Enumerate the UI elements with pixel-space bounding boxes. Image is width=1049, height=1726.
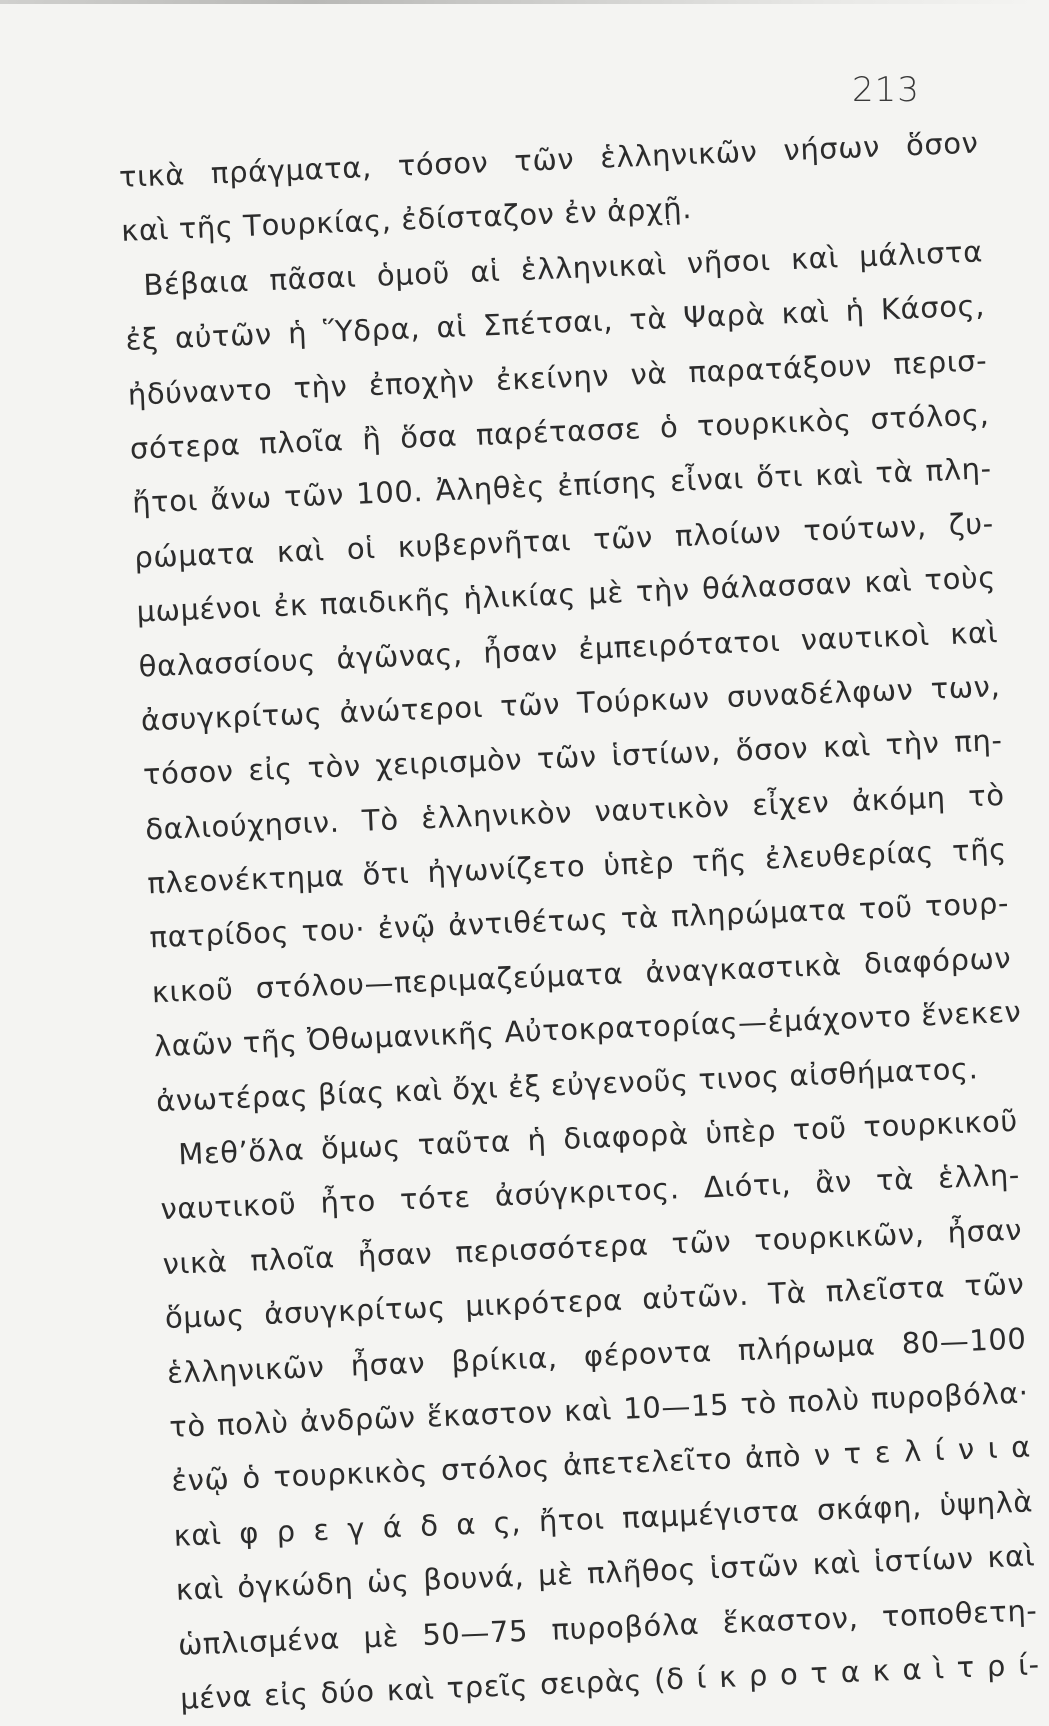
text-line: κικοῦ στόλου—περιμαζεύματα ἀναγκαστικὰ διαφόρων	[151, 940, 1012, 1010]
page-number: 213	[852, 70, 920, 110]
text-line: μωμένοι ἐκ παιδικῆς ἡλικίας μὲ τὴν θάλασσαν καὶ τοὺς	[135, 560, 997, 629]
text-line: μένα εἰς δύο καὶ τρεῖς σειρὰς (δ ί κ ρ ο τ α κ α ὶ τ ρ ί-	[179, 1647, 1041, 1716]
text-line: καὶ φ ρ ε γ ά δ α ς, ἤτοι παμμέγιστα σκάφη, ὑψηλὰ	[172, 1484, 1034, 1553]
body-text	[118, 115, 1041, 1726]
text-line: τικὰ πράγματα, τόσον τῶν ἑλληνικῶν νήσων ὅσον	[118, 125, 980, 194]
text-line: δαλιούχησιν. Τὸ ἑλληνικὸν ναυτικὸν εἶχεν ἀκόμη τὸ	[144, 777, 1006, 847]
text-line: ὅμως ἀσυγκρίτως μικρότερα αὐτῶν. Τὰ πλεῖστα τῶν	[164, 1266, 1025, 1336]
text-line: ἑλληνικῶν ἦσαν βρίκια, φέροντα πλήρωμα 80—100	[166, 1321, 1028, 1390]
text-line: καὶ ὀγκώδη ὡς βουνά, μὲ πλῆθος ἱστῶν καὶ ἱστίων καὶ	[175, 1538, 1036, 1607]
text-line: πλεονέκτημα ὅτι ἠγωνίζετο ὑπὲρ τῆς ἐλευθερίας τῆς	[146, 831, 1008, 901]
text-line: ἠδύναντο τὴν ἐποχὴν ἐκείνην νὰ παρατάξουν περισ-	[127, 342, 988, 412]
text-line: ρώματα καὶ οἱ κυβερνῆται τῶν πλοίων τούτων, ζυ-	[133, 505, 995, 575]
scan-edge-shadow	[0, 0, 1037, 4]
text-line: ὡπλισμένα μὲ 50—75 πυροβόλα ἕκαστον, τοποθετη-	[177, 1592, 1039, 1662]
text-line: ἐνῷ ὁ τουρκικὸς στόλος ἀπετελεῖτο ἀπὸ ν τ ε λ ί ν ι α	[170, 1429, 1032, 1499]
text-line: ναυτικοῦ ἦτο τότε ἀσύγκριτος. Διότι, ἂν τὰ ἑλλη-	[159, 1158, 1021, 1227]
text-line: λαῶν τῆς Ὀθωμανικῆς Αὐτοκρατορίας—ἐμάχοντο ἕνεκεν	[153, 994, 1022, 1064]
text-line: Μεθ’ὅλα ὅμως ταῦτα ἡ διαφορὰ ὑπὲρ τοῦ τουρκικοῦ	[177, 1103, 1019, 1172]
text-line: ἀσυγκρίτως ἀνώτεροι τῶν Τούρκων συναδέλφων των,	[140, 668, 1001, 738]
text-line: πατρίδος του· ἐνῷ ἀντιθέτως τὰ πληρώματα τοῦ τουρ-	[148, 886, 1010, 955]
text-line: σότερα πλοῖα ἢ ὅσα παρέτασσε ὁ τουρκικὸς στόλος,	[129, 397, 990, 466]
text-line: ἀνωτέρας βίας καὶ ὄχι ἐξ εὐγενοῦς τινος αἰσθήματος.	[155, 1050, 979, 1118]
text-line: θαλασσίους ἀγῶνας, ἦσαν ἐμπειρότατοι ναυτικοὶ καὶ	[138, 614, 999, 684]
text-line: τόσον εἰς τὸν χειρισμὸν τῶν ἱστίων, ὅσον καὶ τὴν πη-	[142, 723, 1004, 792]
text-line: ἐξ αὐτῶν ἡ Ὕδρα, αἱ Σπέτσαι, τὰ Ψαρὰ καὶ ἡ Κάσος,	[124, 288, 986, 358]
text-line: Βέβαια πᾶσαι ὁμοῦ αἱ ἑλληνικαὶ νῆσοι καὶ μάλιστα	[142, 234, 984, 302]
text-line: καὶ τῆς Τουρκίας, ἐδίσταζον ἐν ἀρχῇ.	[120, 191, 693, 249]
text-line: τὸ πολὺ ἀνδρῶν ἕκαστον καὶ 10—15 τὸ πολὺ πυροβόλα·	[168, 1375, 1030, 1444]
text-line: ἤτοι ἄνω τῶν 100. Ἀληθὲς ἐπίσης εἶναι ὅτι καὶ τὰ πλη-	[131, 451, 993, 521]
text-line: νικὰ πλοῖα ἦσαν περισσότερα τῶν τουρκικῶν, ἦσαν	[162, 1212, 1023, 1281]
